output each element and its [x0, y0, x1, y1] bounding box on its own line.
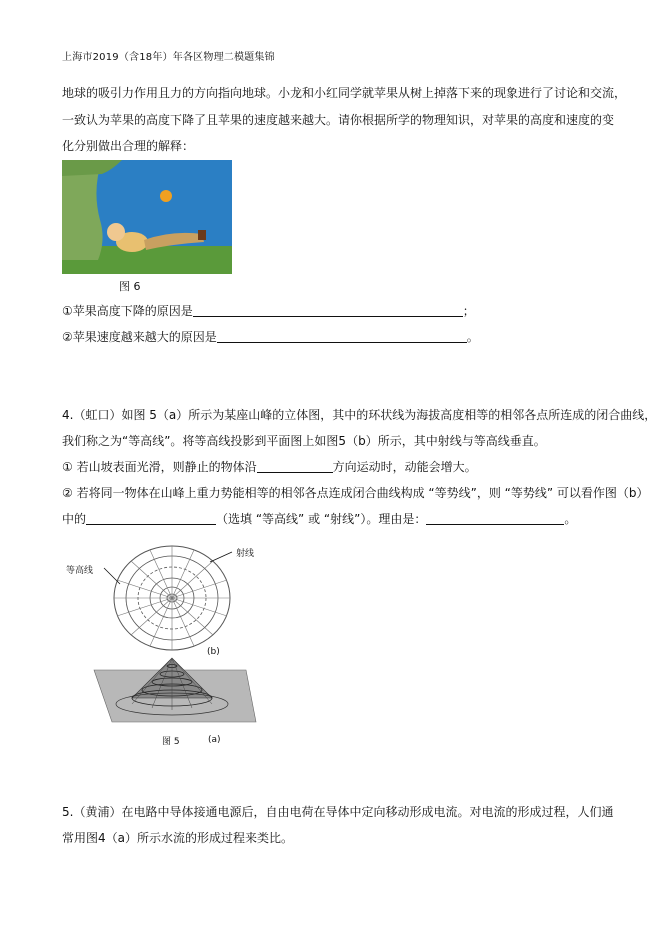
q4-item-1-pre: ① 若山坡表面光滑，则静止的物体沿 [62, 460, 257, 474]
q3-line-3: 化分别做出合理的解释： [62, 139, 195, 153]
q3-line-1: 地球的吸引力作用且力的方向指向地球。小龙和小红同学就苹果从树上掉落下来的现象进行了讨论和交流， [62, 86, 627, 100]
q4-item-2b-mid: （选填 “等高线” 或 “射线”）。理由是： [216, 512, 427, 526]
figure-6-caption: 图 6 [119, 280, 141, 293]
q3-item-2-label: ②苹果速度越来越大的原因是 [62, 330, 217, 344]
q5-line-1: 5.（黄浦）在电路中导体接通电源后，自由电荷在导体中定向移动形成电流。对电流的形成过程，人们通 [62, 805, 614, 819]
q3-item-2-end: 。 [466, 330, 479, 344]
q4-item-2b-end: 。 [564, 512, 577, 526]
q3-line-2: 一致认为苹果的高度下降了且苹果的速度越来越大。请你根据所学的物理知识，对苹果的高度和速度的变 [62, 113, 615, 127]
apple [160, 190, 172, 202]
answer-blank-4[interactable] [86, 512, 216, 525]
q4-item-2: ② 若将同一物体在山峰上重力势能相等的相邻各点连成闭合曲线构成 “等势线”，则 “等势线” 可以看作图（b） [62, 486, 649, 500]
q3-item-1-end: ； [462, 304, 475, 318]
ray-pointer [210, 552, 232, 562]
q3-item-1-label: ①苹果高度下降的原因是 [62, 304, 193, 318]
contour-pointer [104, 568, 120, 584]
answer-blank-1[interactable] [193, 304, 463, 317]
q4-line-2: 我们称之为“等高线”。将等高线投影到平面图上如图5（b）所示，其中射线与等高线垂直。 [62, 434, 546, 448]
mountain-3d-view [94, 658, 256, 722]
q5-line-2: 常用图4（a）所示水流的形成过程来类比。 [62, 831, 293, 845]
figure-5-caption: 图 5 [162, 737, 180, 747]
q3-item-2 [62, 328, 479, 345]
contour-plan-view [104, 546, 232, 650]
q4-item-1 [62, 458, 477, 475]
figure-6-illustration [62, 160, 232, 274]
header-title: 上海市2019（含18年）年各区物理二模题集锦 [62, 52, 275, 63]
q4-item-1-post: 方向运动时，动能会增大。 [332, 460, 477, 474]
person-shoe [198, 230, 206, 240]
q3-item-1 [62, 302, 475, 319]
q4-item-2b [62, 510, 576, 527]
contour-line-label: 等高线 [66, 566, 94, 576]
figure-b-label: (b) [207, 647, 220, 657]
answer-blank-5[interactable] [426, 512, 564, 525]
q4-line-1: 4.（虹口）如图 5（a）所示为某座山峰的立体图，其中的环状线为海拔高度相等的相邻各点所连成的闭合曲线， [62, 408, 657, 422]
q4-item-2b-pre: 中的 [62, 512, 87, 526]
answer-blank-3[interactable] [257, 460, 333, 473]
ray-label: 射线 [236, 549, 255, 559]
answer-blank-2[interactable] [217, 330, 467, 343]
person-head [107, 223, 125, 241]
figure-a-label: (a) [208, 735, 221, 745]
